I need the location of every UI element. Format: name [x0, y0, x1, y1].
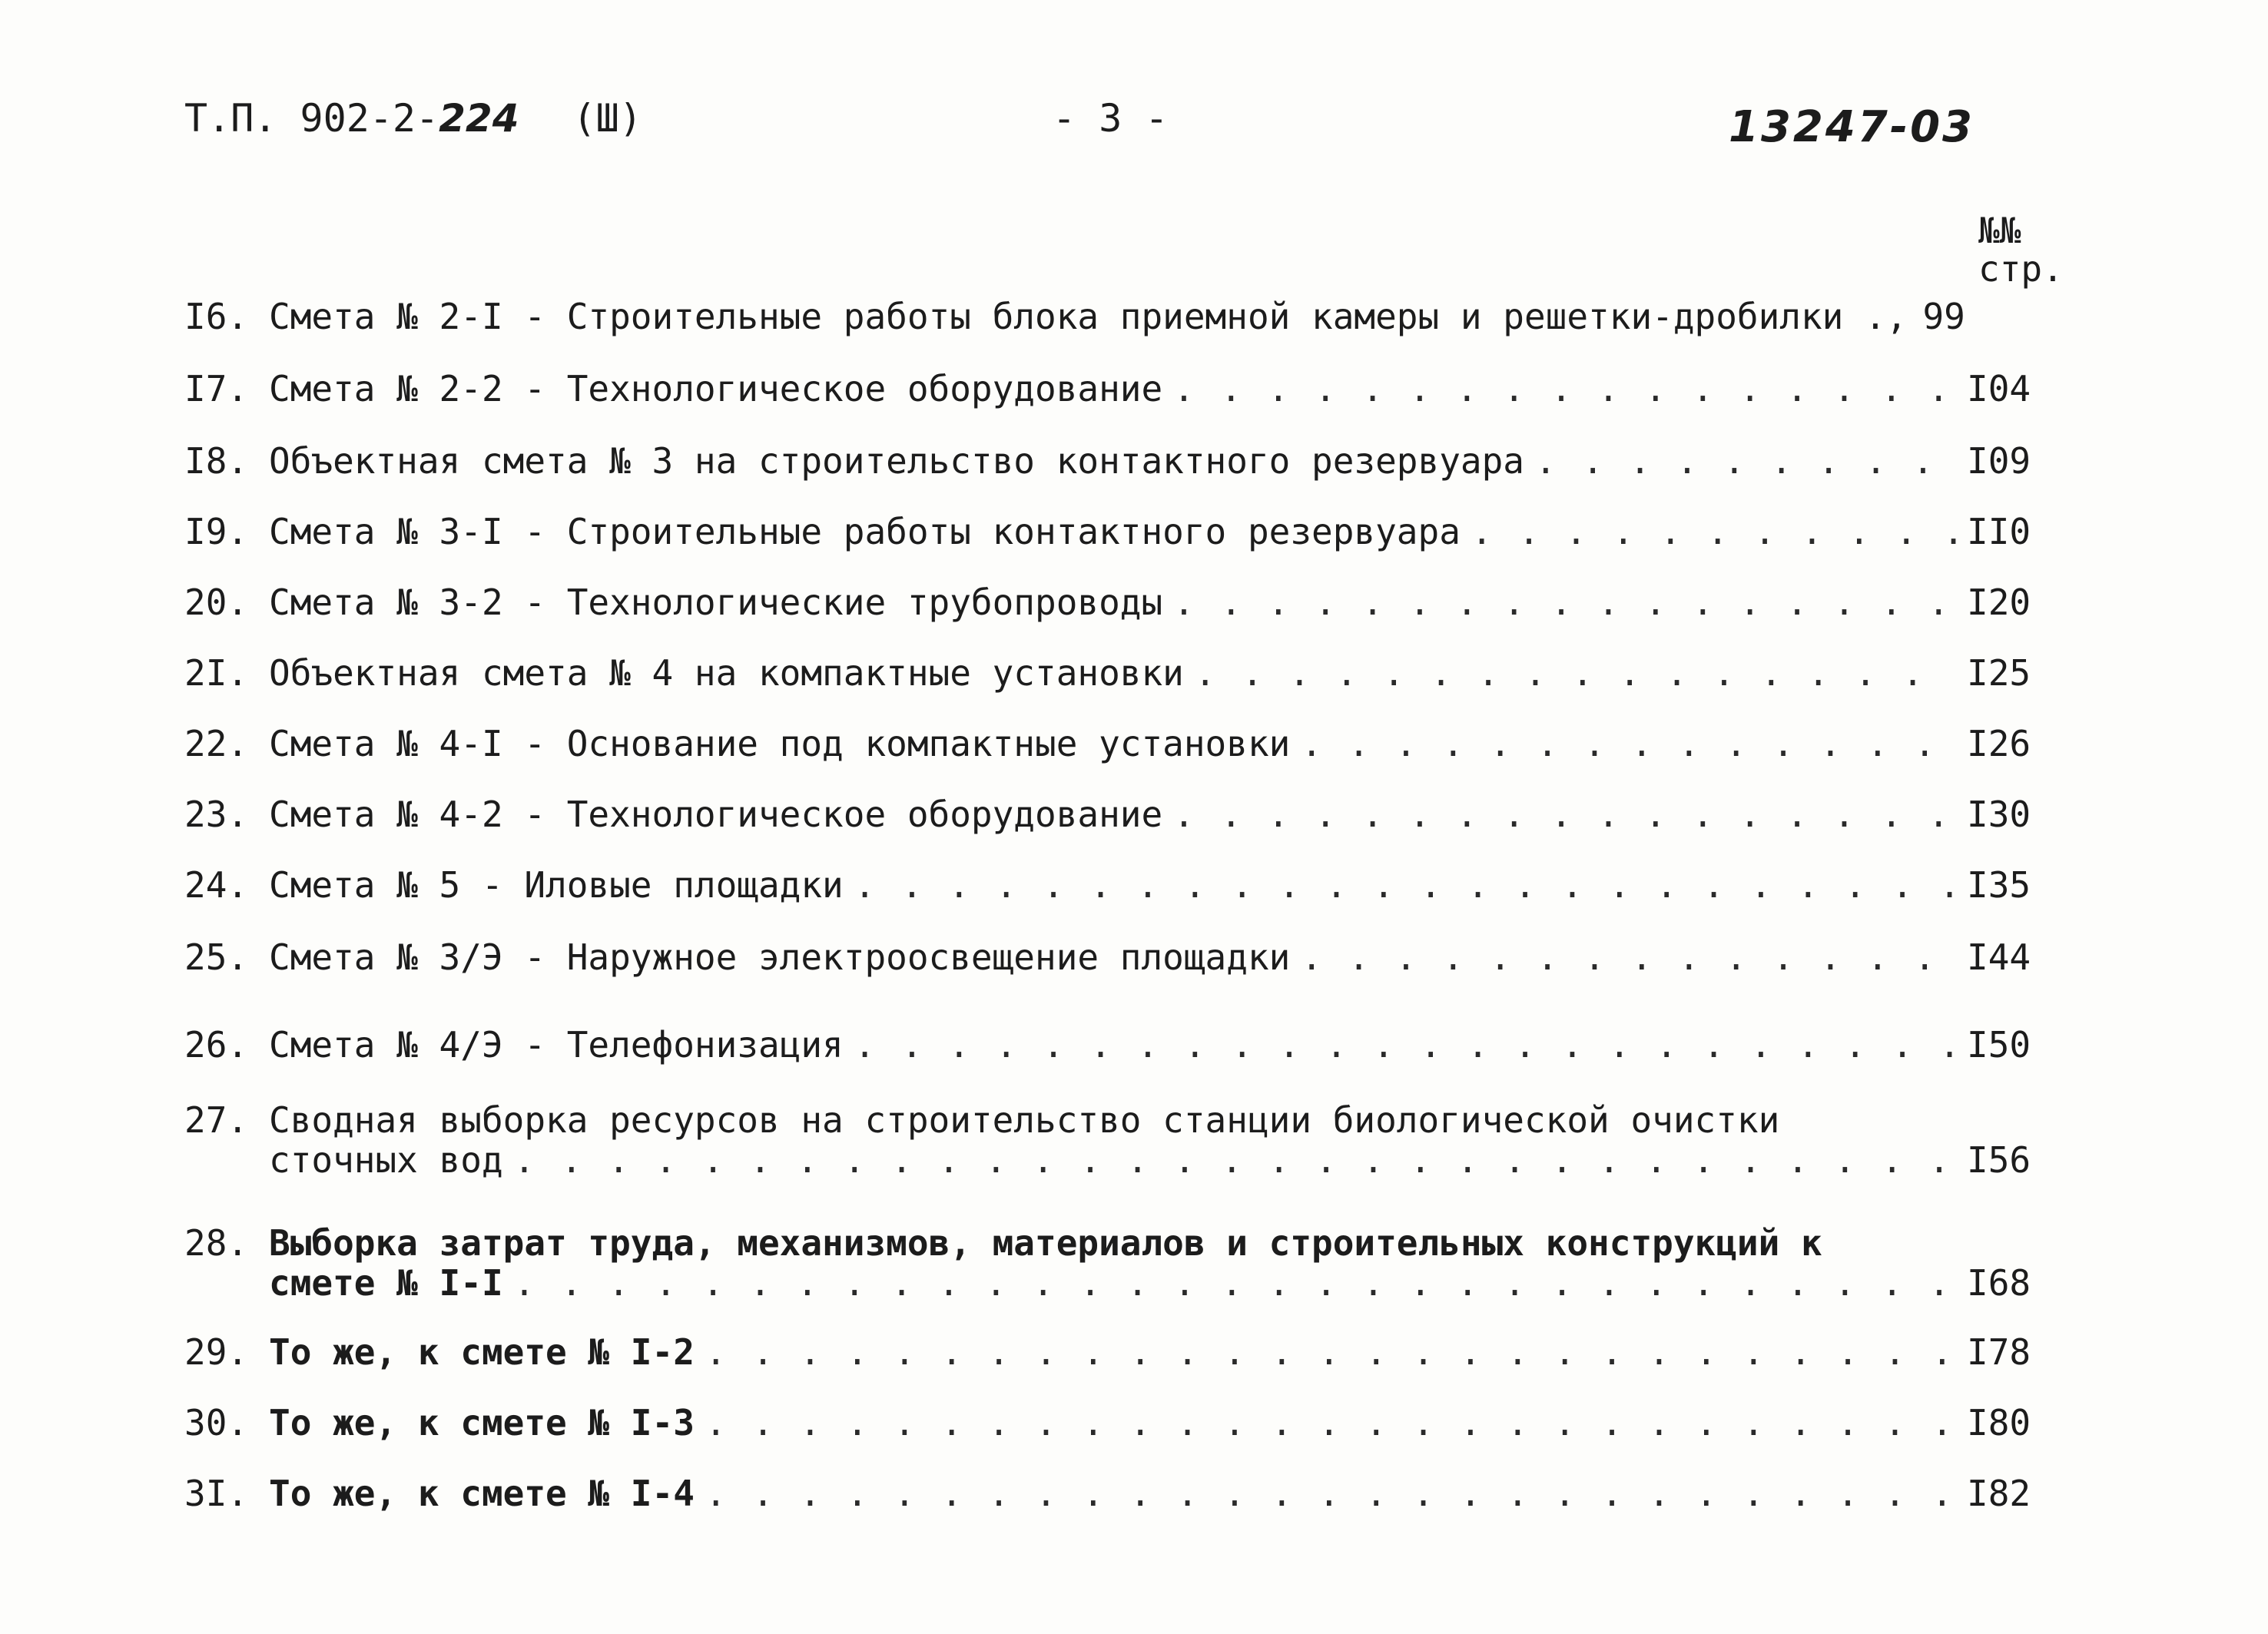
entry-title: Смета № 3-2 - Технологические трубопроводы [269, 582, 1163, 623]
entry-title-continuation: сточных вод [269, 1139, 503, 1181]
page-number: - 3 - [1053, 96, 1169, 141]
entry-title: Выборка затрат труда, механизмов, материалов и строительных конструкций к [269, 1222, 1822, 1264]
entry-page: I20 [1967, 582, 2031, 623]
entry-title: Смета № 5 - Иловые площадки [269, 864, 844, 906]
entry-number: 3I. [184, 1473, 249, 1514]
entry-title: То же, к смете № I-3 [269, 1402, 695, 1443]
entry-page: I44 [1967, 936, 2031, 978]
toc-entry [184, 297, 2059, 336]
entry-title: Смета № 4-I - Основание под компактные установки [269, 723, 1291, 764]
toc-entry [184, 441, 2059, 481]
dot-leader [514, 1140, 1956, 1180]
entry-number: 24. [184, 864, 249, 906]
entry-page: I04 [1967, 368, 2031, 409]
entry-page: I56 [1967, 1139, 2031, 1181]
entry-number: 26. [184, 1024, 249, 1066]
entry-title: Сводная выборка ресурсов на строительство станции биологической очистки [269, 1099, 1780, 1141]
column-header-line1: №№ [1978, 210, 2021, 251]
column-header-line2: стр. [1978, 248, 2064, 290]
dot-leader [514, 1263, 1956, 1303]
entry-title: То же, к смете № I-4 [269, 1473, 695, 1514]
toc-entry [184, 1025, 2059, 1065]
entry-number: I6. [184, 296, 249, 337]
toc-entry [184, 1403, 2059, 1443]
entry-title: Объектная смета № 3 на строительство контактного резервуара [269, 440, 1524, 482]
toc-entry [184, 724, 2059, 764]
entry-title: Смета № 4/Э - Телефонизация [269, 1024, 844, 1066]
entry-number: 22. [184, 723, 249, 764]
entry-title: Объектная смета № 4 на компактные установки [269, 652, 1184, 694]
entry-title: Смета № 2-I - Строительные работы блока приемной камеры и решетки-дробилки ., [269, 296, 1908, 337]
toc-entry [184, 1332, 2059, 1372]
toc-entry [184, 794, 2059, 834]
entry-number: 29. [184, 1331, 249, 1373]
dot-leader [705, 1403, 1956, 1443]
entry-page: 99 [1922, 296, 1965, 337]
dot-leader [705, 1332, 1956, 1372]
dot-leader [1535, 441, 1956, 481]
entry-number: 27. [184, 1099, 249, 1141]
dot-leader [705, 1473, 1956, 1513]
document-code-prefix: Т.П. 902-2- [184, 96, 439, 141]
toc-entry [184, 369, 2059, 409]
entry-title-continuation: смете № I-I [269, 1262, 503, 1304]
entry-page: I30 [1967, 794, 2031, 835]
entry-number: 30. [184, 1402, 249, 1443]
toc-entry [184, 865, 2059, 905]
entry-number: I8. [184, 440, 249, 482]
toc-entry [184, 653, 2059, 693]
document-code-handwritten: 224 [439, 96, 519, 141]
toc-entry [184, 582, 2059, 622]
entry-number: I9. [184, 511, 249, 552]
entry-number: 25. [184, 936, 249, 978]
entry-page: I68 [1967, 1262, 2031, 1304]
entry-number: 20. [184, 582, 249, 623]
toc-entry [184, 512, 2059, 552]
dot-leader [854, 1025, 1956, 1065]
entry-page: I82 [1967, 1473, 2031, 1514]
entry-number: 2I. [184, 652, 249, 694]
entry-page: II0 [1967, 511, 2031, 552]
dot-leader [1471, 512, 1956, 552]
toc-entry [184, 1100, 2059, 1180]
dot-leader [1301, 724, 1956, 764]
dot-leader [854, 865, 1956, 905]
dot-leader [1301, 937, 1956, 977]
entry-page: I09 [1967, 440, 2031, 482]
entry-page: I25 [1967, 652, 2031, 694]
dot-leader [1173, 794, 1956, 834]
entry-number: 23. [184, 794, 249, 835]
dot-leader [1173, 369, 1956, 409]
entry-page: I80 [1967, 1402, 2031, 1443]
entry-title: Смета № 2-2 - Технологическое оборудование [269, 368, 1163, 409]
toc-entry [184, 1473, 2059, 1513]
toc-entry [184, 937, 2059, 977]
entry-page: I26 [1967, 723, 2031, 764]
document-code-suffix: (Ш) [572, 96, 642, 141]
entry-title: Смета № 3/Э - Наружное электроосвещение площадки [269, 936, 1291, 978]
entry-title: Смета № 3-I - Строительные работы контактного резервуара [269, 511, 1461, 552]
entry-number: 28. [184, 1222, 249, 1264]
entry-number: I7. [184, 368, 249, 409]
entry-title: То же, к смете № I-2 [269, 1331, 695, 1373]
entry-page: I35 [1967, 864, 2031, 906]
entry-page: I50 [1967, 1024, 2031, 1066]
archive-number: 13247-03 [1729, 102, 1975, 152]
toc-entry [184, 1223, 2059, 1303]
entry-title: Смета № 4-2 - Технологическое оборудование [269, 794, 1163, 835]
dot-leader [1173, 582, 1956, 622]
entry-page: I78 [1967, 1331, 2031, 1373]
dot-leader [1195, 653, 1956, 693]
